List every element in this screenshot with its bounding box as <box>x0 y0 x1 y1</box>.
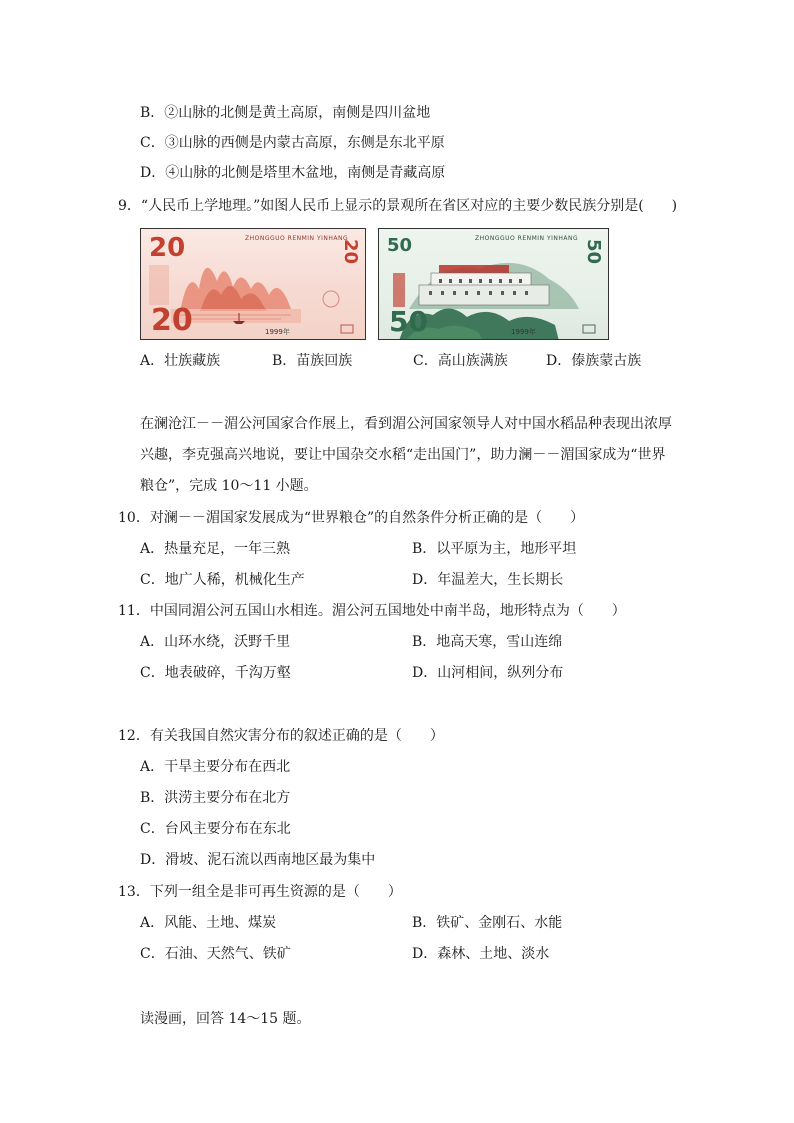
q13-stem: 13．下列一组全是非可再生资源的是（ ） <box>118 884 402 900</box>
note20-value-bottom: 20 <box>151 303 193 338</box>
q11-option-d: D．山河相间，纵列分布 <box>412 665 564 681</box>
q13-option-a: A．风能、土地、煤炭 <box>140 915 277 931</box>
q13-option-d: D．森林、土地、淡水 <box>412 946 550 962</box>
q10-option-b: B．以平原为主，地形平坦 <box>412 541 577 557</box>
q13-option-c: C．石油、天然气、铁矿 <box>140 946 291 962</box>
note50-bank-pinyin: ZHONGGUO RENMIN YINHANG <box>475 235 579 242</box>
note50-year: 1999年 <box>511 328 536 336</box>
banknote-20-image <box>140 228 366 340</box>
q11-option-b: B．地高天寒，雪山连绵 <box>412 634 563 650</box>
q10-stem: 10．对澜－－湄国家发展成为“世界粮仓”的自然条件分析正确的是（ ） <box>118 510 585 526</box>
note20-value-vertical: 20 <box>340 239 361 265</box>
note50-value-bottom: 50 <box>389 305 428 338</box>
q11-option-c: C．地表破碎，千沟万壑 <box>140 665 291 681</box>
q12-option-d: D．滑坡、泥石流以西南地区最为集中 <box>140 852 376 868</box>
q11-option-a: A．山环水绕，沃野千里 <box>140 634 291 650</box>
passage-line-3: 粮仓”，完成 10～11 小题。 <box>140 478 318 494</box>
note50-value-vertical: 50 <box>583 239 604 265</box>
note20-year: 1999年 <box>265 328 290 336</box>
q11-stem: 11．中国同湄公河五国山水相连。湄公河五国地处中南半岛，地形特点为（ ） <box>118 603 626 619</box>
q9-option-d: D．傣族蒙古族 <box>546 353 642 369</box>
q9-option-b: B．苗族回族 <box>272 353 353 369</box>
q10-option-a: A．热量充足，一年三熟 <box>140 541 291 557</box>
q12-option-c: C．台风主要分布在东北 <box>140 821 291 837</box>
q9-stem: 9．“人民币上学地理。”如图人民币上显示的景观所在省区对应的主要少数民族分别是( ) <box>118 198 678 214</box>
q9-option-c: C．高山族满族 <box>413 353 508 369</box>
q12-option-b: B．洪涝主要分布在北方 <box>140 790 291 806</box>
q10-option-d: D．年温差大，生长期长 <box>412 572 564 588</box>
banknote-50-image <box>378 228 609 340</box>
note20-value-top: 20 <box>149 233 186 263</box>
q10-option-c: C．地广人稀，机械化生产 <box>140 572 305 588</box>
q8-option-b: B．②山脉的北侧是黄土高原，南侧是四川盆地 <box>140 105 431 121</box>
q12-option-a: A．干旱主要分布在西北 <box>140 759 291 775</box>
q8-option-d: D．④山脉的北侧是塔里木盆地，南侧是青藏高原 <box>140 165 446 181</box>
note50-value-top: 50 <box>387 235 413 256</box>
q13-option-b: B．铁矿、金刚石、水能 <box>412 915 563 931</box>
intro-14-15: 读漫画，回答 14～15 题。 <box>140 1011 311 1027</box>
note20-bank-pinyin: ZHONGGUO RENMIN YINHANG <box>245 235 349 242</box>
q12-stem: 12．有关我国自然灾害分布的叙述正确的是（ ） <box>118 728 444 744</box>
passage-line-1: 在澜沧江－－湄公河国家合作展上，看到湄公河国家领导人对中国水稻品种表现出浓厚 <box>140 416 672 432</box>
q8-option-c: C．③山脉的西侧是内蒙古高原，东侧是东北平原 <box>140 135 445 151</box>
q9-option-a: A．壮族藏族 <box>140 353 221 369</box>
passage-line-2: 兴趣，李克强高兴地说，要让中国杂交水稻“走出国门”，助力澜－－湄国家成为“世界 <box>140 447 666 463</box>
